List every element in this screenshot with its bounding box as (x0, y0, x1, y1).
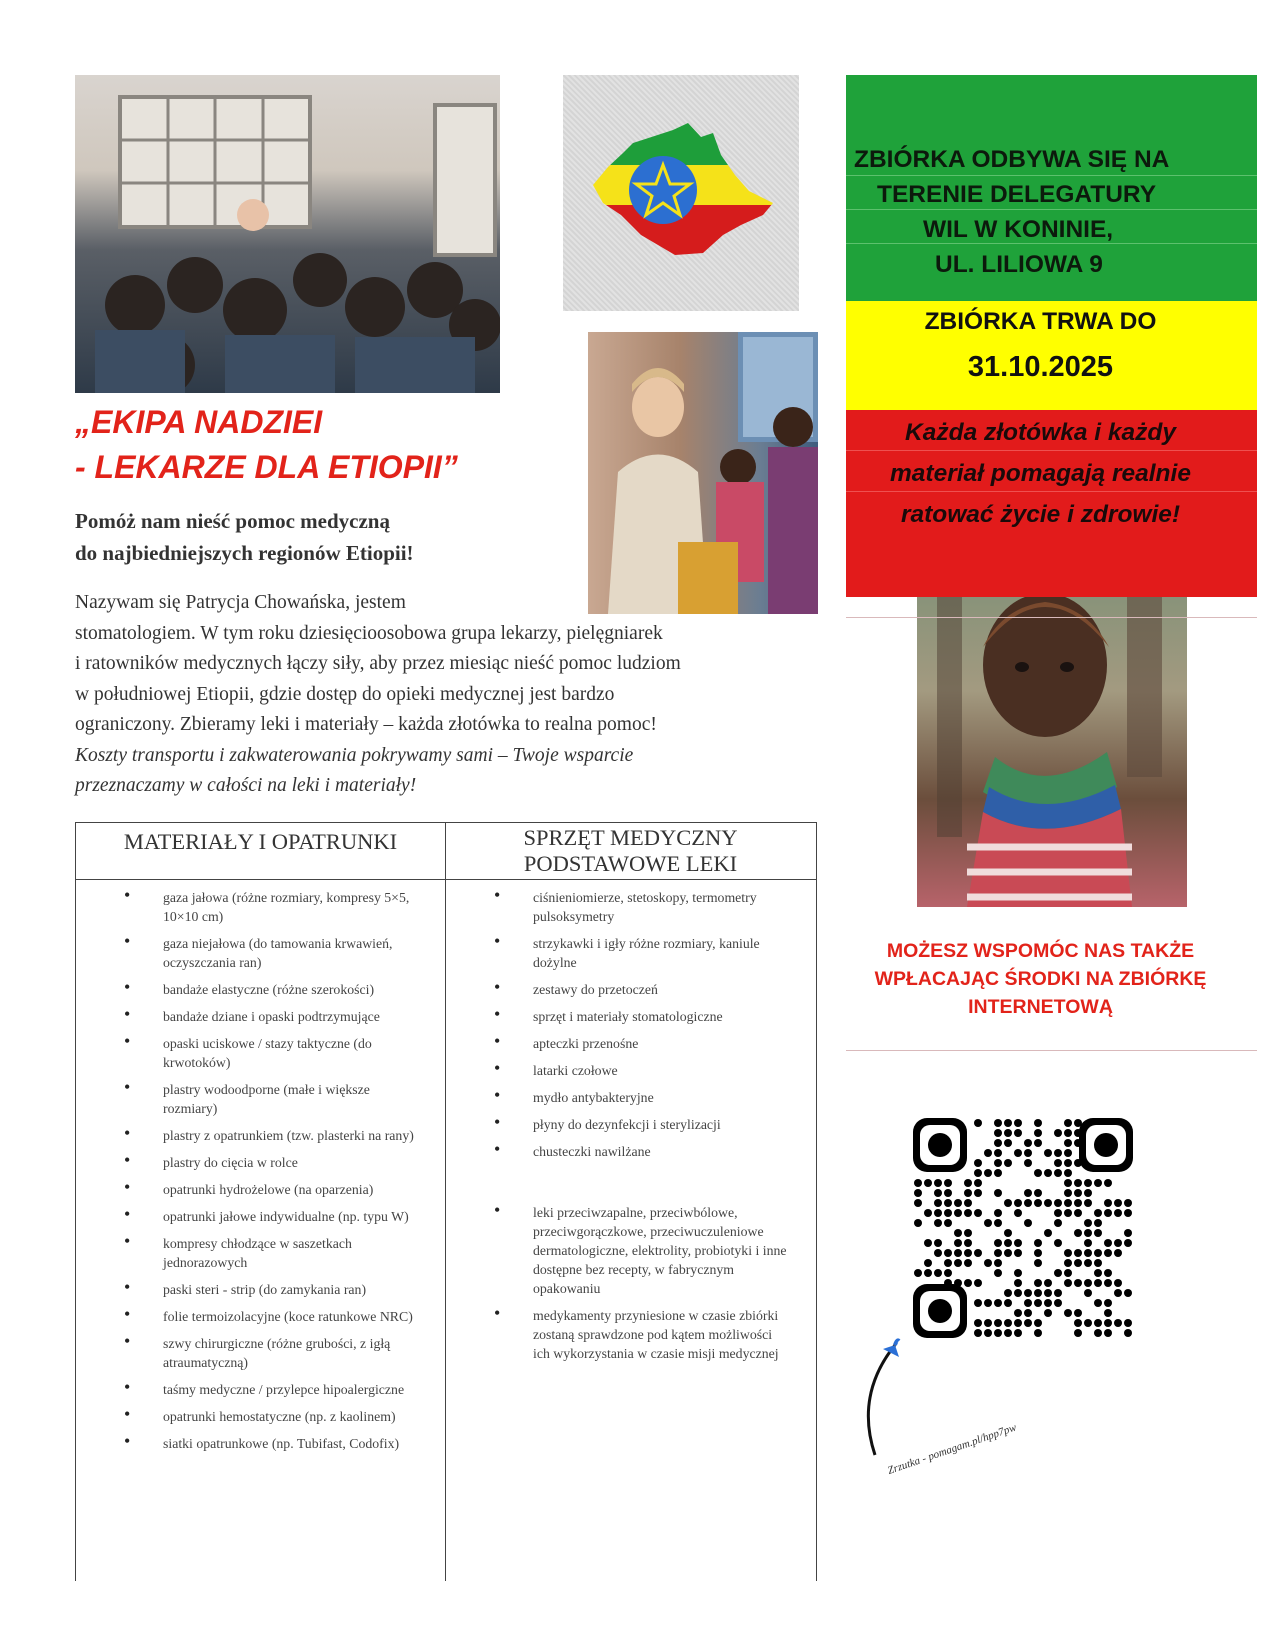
materials-column-header: MATERIAŁY I OPATRUNKI (123, 829, 398, 854)
materials-item: • plastry do cięcia w rolce (76, 1153, 419, 1172)
intro-paragraph (75, 588, 795, 802)
intro-line-4: w południowej Etiopii, gdzie dostęp do opieki medycznej jest bardzo (75, 683, 615, 705)
collection-location (846, 142, 1257, 282)
equipment-header-line-2: PODSTAWOWE LEKI (523, 851, 738, 876)
intro-italic-line-1: Koszty transportu i zakwaterowania pokrywamy sami – Twoje wsparcie (75, 744, 634, 766)
materials-item: • folie termoizolacyjne (koce ratunkowe NRC) (76, 1307, 419, 1326)
duration-label: ZBIÓRKA TRWA DO (924, 308, 1157, 335)
appeal-line-1: Każda złotówka i każdy (905, 419, 1176, 446)
ethiopian-girl-portrait (917, 547, 1187, 907)
online-support-text (846, 937, 1257, 1021)
materials-item: • paski steri - strip (do zamykania ran) (76, 1280, 419, 1299)
equipment-item: • apteczki przenośne (446, 1034, 789, 1053)
equipment-item: • płyny do dezynfekcji i sterylizacji (446, 1115, 789, 1134)
online-line-3: INTERNETOWĄ (968, 996, 1113, 1018)
equipment-item: • strzykawki i igły różne rozmiary, kaniule dożylne (446, 934, 789, 972)
equipment-header-line-1: SPRZĘT MEDYCZNY (523, 825, 738, 850)
materials-item: • opatrunki hydrożelowe (na oparzenia) (76, 1180, 419, 1199)
campaign-subtitle (75, 505, 595, 569)
qr-code[interactable] (913, 1118, 1133, 1338)
materials-item: • gaza jałowa (różne rozmiary, kompresy 5×5, 10×10 cm) (76, 888, 419, 926)
appeal-line-2: materiał pomagają realnie (890, 460, 1191, 487)
materials-item: • kompresy chłodzące w saszetkach jednorazowych (76, 1234, 419, 1272)
children-group-photo (75, 75, 500, 393)
materials-list (76, 888, 419, 1461)
doctor-with-patients-photo (588, 332, 818, 614)
ethiopia-map-flag-image (563, 75, 799, 311)
duration-date: 31.10.2025 (967, 351, 1114, 383)
equipment-list (446, 888, 789, 1169)
subtitle-line-1: Pomóż nam nieść pomoc medyczną (75, 509, 390, 533)
medicines-item: • leki przeciwzapalne, przeciwbólowe, przeciwgorączkowe, przeciwuczuleniowe dermatologiczne, elektrolity, probiotyki i inne dostępne bez recepty, w fabrycznym opakowaniu (446, 1203, 789, 1298)
materials-item: • bandaże dziane i opaski podtrzymujące (76, 1007, 419, 1026)
equipment-item: • zestawy do przetoczeń (446, 980, 789, 999)
equipment-item: • chusteczki nawilżane (446, 1142, 789, 1161)
appeal-line-3: ratować życie i zdrowie! (900, 501, 1181, 528)
divider-line (846, 617, 1257, 618)
equipment-item: • latarki czołowe (446, 1061, 789, 1080)
materials-item: • plastry wodoodporne (małe i większe rozmiary) (76, 1080, 419, 1118)
intro-italic-line-2: przeznaczamy w całości na leki i materiały! (75, 775, 417, 796)
materials-item: • szwy chirurgiczne (różne grubości, z igłą atraumatyczną) (76, 1334, 419, 1372)
materials-item: • opaski uciskowe / stazy taktyczne (do krwotoków) (76, 1034, 419, 1072)
location-line-2: TERENIE DELEGATURY (877, 181, 1157, 208)
materials-item: • plastry z opatrunkiem (tzw. plasterki na rany) (76, 1126, 419, 1145)
materials-item: • bandaże elastyczne (różne szerokości) (76, 980, 419, 999)
online-line-2: WPŁACAJĄC ŚRODKI NA ZBIÓRKĘ (874, 968, 1207, 990)
medicines-list (446, 1203, 789, 1371)
materials-item: • gaza niejałowa (do tamowania krwawień, oczyszczania ran) (76, 934, 419, 972)
divider-line (846, 1050, 1257, 1051)
collection-duration (846, 305, 1257, 389)
intro-line-1: Nazywam się Patrycja Chowańska, jestem (75, 592, 406, 613)
qr-caption: Zrzutka - pomagam.pl/hpp7pw (886, 1421, 1018, 1477)
donation-items-table (75, 822, 817, 1581)
location-line-3: WIL W KONINIE, (923, 216, 1114, 243)
title-line-1: „EKIPA NADZIEI (75, 404, 323, 440)
arrow-to-qr-icon (855, 1335, 915, 1463)
online-line-1: MOŻESZ WSPOMÓC NAS TAKŻE (886, 940, 1195, 962)
medicines-item: • medykamenty przyniesione w czasie zbiórki zostaną sprawdzone pod kątem możliwości ich wykorzystania w czasie misji medycznej (446, 1306, 789, 1363)
intro-line-5: ograniczony. Zbieramy leki i materiały – każda złotówka to realna pomoc! (75, 714, 657, 735)
subtitle-line-2: do najbiedniejszych regionów Etiopii! (75, 541, 414, 565)
equipment-item: • sprzęt i materiały stomatologiczne (446, 1007, 789, 1026)
header-divider (76, 879, 816, 880)
location-line-4: UL. LILIOWA 9 (935, 251, 1103, 278)
equipment-column-header (446, 825, 815, 877)
materials-item: • opatrunki hemostatyczne (np. z kaolinem) (76, 1407, 419, 1426)
appeal-text (846, 412, 1257, 535)
materials-item: • taśmy medyczne / przylepce hipoalergiczne (76, 1380, 419, 1399)
title-line-2: - LEKARZE DLA ETIOPII” (75, 449, 458, 485)
materials-item: • siatki opatrunkowe (np. Tubifast, Codofix) (76, 1434, 419, 1453)
materials-item: • opatrunki jałowe indywidualne (np. typu W) (76, 1207, 419, 1226)
intro-line-2: stomatologiem. W tym roku dziesięcioosobowa grupa lekarzy, pielęgniarek (75, 622, 663, 644)
location-line-1: ZBIÓRKA ODBYWA SIĘ NA (854, 146, 1170, 173)
equipment-item: • ciśnieniomierze, stetoskopy, termometry pulsoksymetry (446, 888, 789, 926)
intro-line-3: i ratowników medycznych łączy siły, aby przez miesiąc nieść pomoc ludziom (75, 653, 681, 674)
campaign-title (75, 400, 595, 490)
equipment-item: • mydło antybakteryjne (446, 1088, 789, 1107)
